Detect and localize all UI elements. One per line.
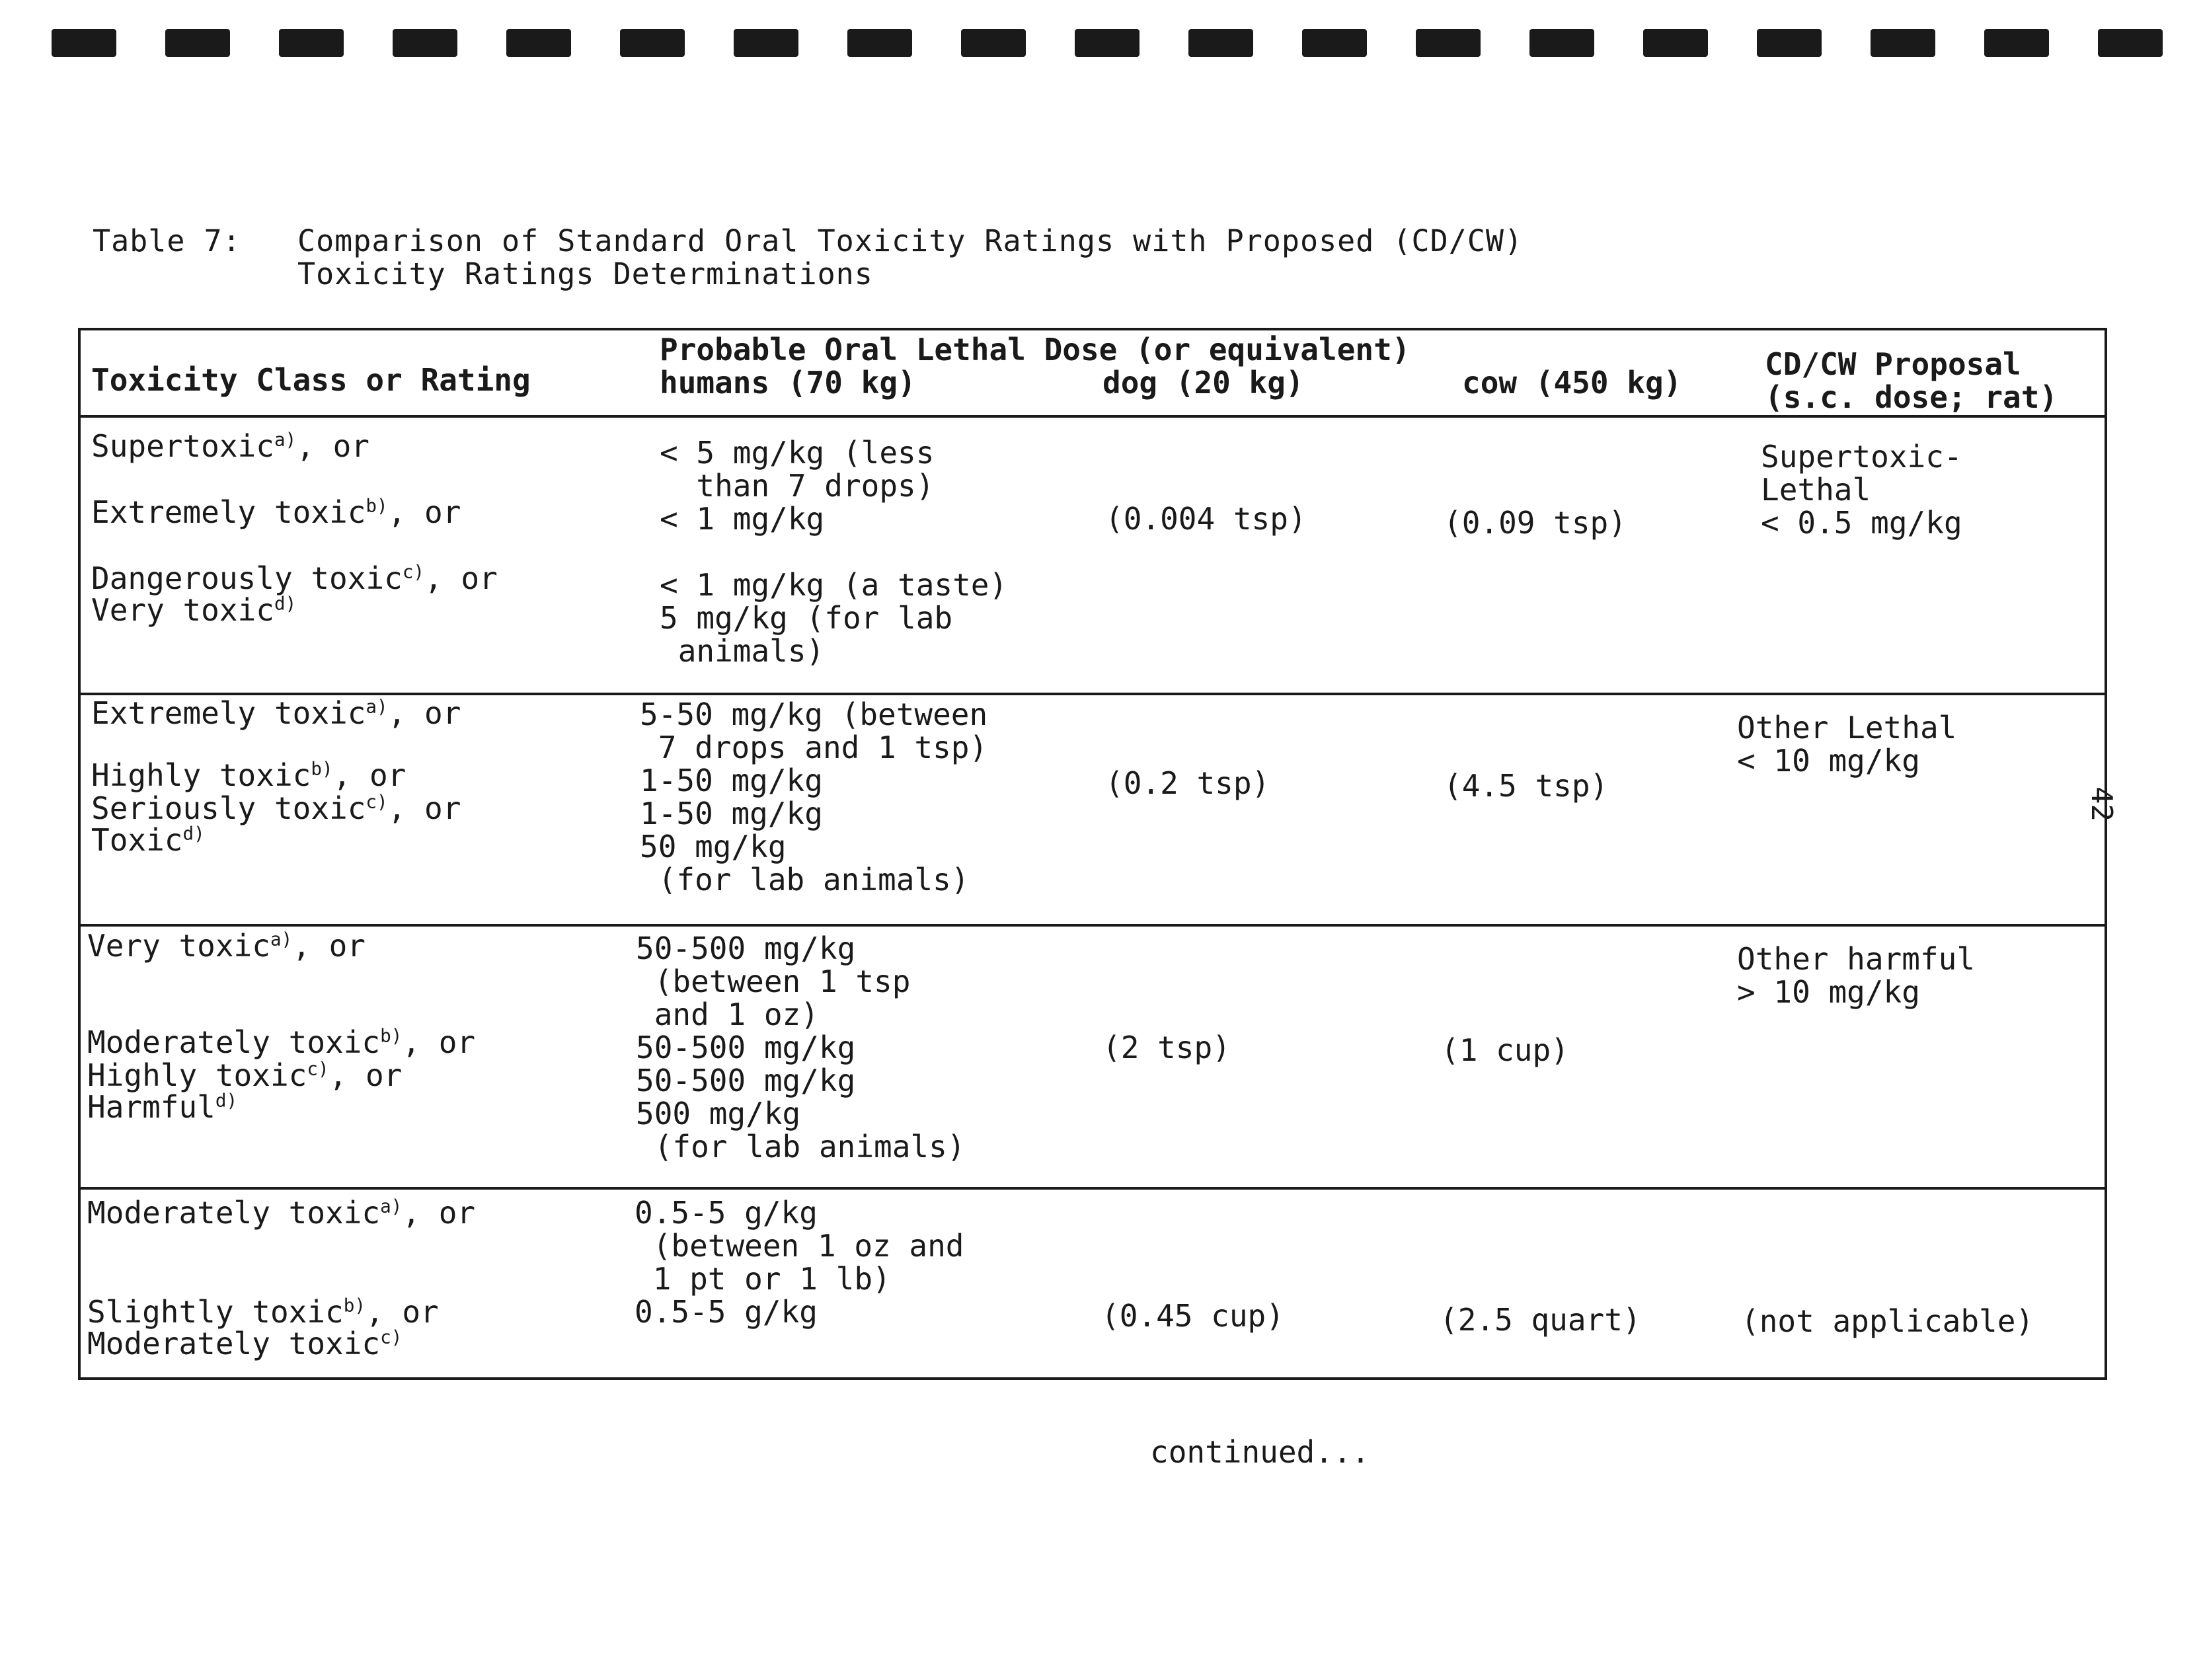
binder-hole — [620, 29, 685, 57]
row3-dog-dose: (2 tsp) — [1102, 1030, 1231, 1065]
row2-class: Toxic$^{d)}$ — [91, 822, 205, 858]
row-divider — [81, 1187, 2105, 1190]
table-title-line1: Comparison of Standard Oral Toxicity Ratings with Proposed (CD/CW) — [297, 223, 1524, 258]
row4-cdcw: (not applicable) — [1741, 1303, 2034, 1339]
binder-hole — [1871, 29, 1935, 57]
binder-hole — [847, 29, 912, 57]
row2-class: Seriously toxic$^{c)}$, or — [91, 790, 461, 826]
binder-hole — [393, 29, 457, 57]
row2-cow-dose: (4.5 tsp) — [1444, 768, 1609, 804]
row2-class: Extremely toxic$^{a)}$, or — [91, 695, 461, 731]
row1-cow-dose: (0.09 tsp) — [1444, 505, 1627, 541]
header-cow: cow (450 kg) — [1462, 365, 1682, 401]
binder-hole — [2098, 29, 2163, 57]
table-title-line2: Toxicity Ratings Determinations — [297, 256, 873, 291]
row2-class: Highly toxic$^{b)}$, or — [91, 757, 406, 793]
row3-class: Moderately toxic$^{b)}$, or — [87, 1024, 476, 1060]
row3-class: Harmful$^{d)}$ — [87, 1089, 238, 1125]
header-cdcw-dose: (s.c. dose; rat) — [1765, 379, 2058, 415]
row1-class: Extremely toxic$^{b)}$, or — [91, 494, 461, 530]
header-oral-lethal-dose: Probable Oral Lethal Dose (or equivalent) — [660, 332, 1411, 367]
binder-hole — [165, 29, 230, 57]
binder-hole — [1188, 29, 1253, 57]
row3-class: Highly toxic$^{c)}$, or — [87, 1057, 403, 1093]
binder-hole — [734, 29, 798, 57]
row-divider — [81, 693, 2105, 695]
row4-class: Moderately toxic$^{c)}$ — [87, 1326, 403, 1361]
binder-hole — [1416, 29, 1481, 57]
table-label: Table 7: — [93, 223, 241, 258]
row3-class: Very toxic$^{a)}$, or — [87, 928, 366, 964]
row1-class: Dangerously toxic$^{c)}$, or — [91, 560, 498, 596]
row3-cdcw: Other harmful > 10 mg/kg — [1737, 941, 1976, 1010]
binder-hole — [1529, 29, 1594, 57]
header-toxicity-class: Toxicity Class or Rating — [91, 362, 531, 398]
row3-humans-dose: 50-500 mg/kg (between 1 tsp and 1 oz) 50-500 mg/kg 50-500 mg/kg 500 mg/kg (for lab animals) — [636, 931, 966, 1165]
toxicity-table — [78, 328, 2107, 1380]
header-divider — [81, 415, 2105, 418]
row4-class: Slightly toxic$^{b)}$, or — [87, 1294, 439, 1330]
binder-hole — [506, 29, 571, 57]
header-humans: humans (70 kg) — [660, 365, 916, 401]
binder-hole — [1075, 29, 1140, 57]
binder-hole — [52, 29, 116, 57]
binder-hole — [961, 29, 1026, 57]
row1-class: Supertoxic$^{a)}$, or — [91, 428, 369, 464]
row1-class: Very toxic$^{d)}$ — [91, 592, 297, 628]
continued-note: continued... — [1150, 1434, 1370, 1470]
row4-cow-dose: (2.5 quart) — [1440, 1302, 1641, 1338]
row1-dog-dose: (0.004 tsp) — [1105, 501, 1307, 537]
row3-cow-dose: (1 cup) — [1441, 1032, 1569, 1068]
row1-cdcw: Supertoxic- Lethal < 0.5 mg/kg — [1761, 439, 1962, 541]
page-number: 42 — [2085, 786, 2118, 821]
row4-class: Moderately toxic$^{a)}$, or — [87, 1195, 476, 1231]
binder-hole — [1984, 29, 2049, 57]
row4-dog-dose: (0.45 cup) — [1101, 1298, 1284, 1334]
binder-hole — [1302, 29, 1367, 57]
row-divider — [81, 924, 2105, 927]
binder-hole — [1643, 29, 1708, 57]
binder-hole — [1757, 29, 1822, 57]
row1-humans-dose: < 5 mg/kg (less than 7 drops) < 1 mg/kg < 1 mg/kg (a taste) 5 mg/kg (for lab animals) — [660, 435, 1008, 669]
row2-humans-dose: 5-50 mg/kg (between 7 drops and 1 tsp) 1-50 mg/kg 1-50 mg/kg 50 mg/kg (for lab animals) — [640, 697, 988, 897]
row2-dog-dose: (0.2 tsp) — [1105, 765, 1270, 801]
header-cdcw-proposal: CD/CW Proposal — [1765, 346, 2021, 382]
row4-humans-dose: 0.5-5 g/kg (between 1 oz and 1 pt or 1 lb) 0.5-5 g/kg — [635, 1195, 964, 1330]
row2-cdcw: Other Lethal < 10 mg/kg — [1737, 710, 1957, 779]
header-dog: dog (20 kg) — [1102, 365, 1304, 401]
binder-hole — [279, 29, 344, 57]
binder-holes — [52, 29, 2167, 62]
